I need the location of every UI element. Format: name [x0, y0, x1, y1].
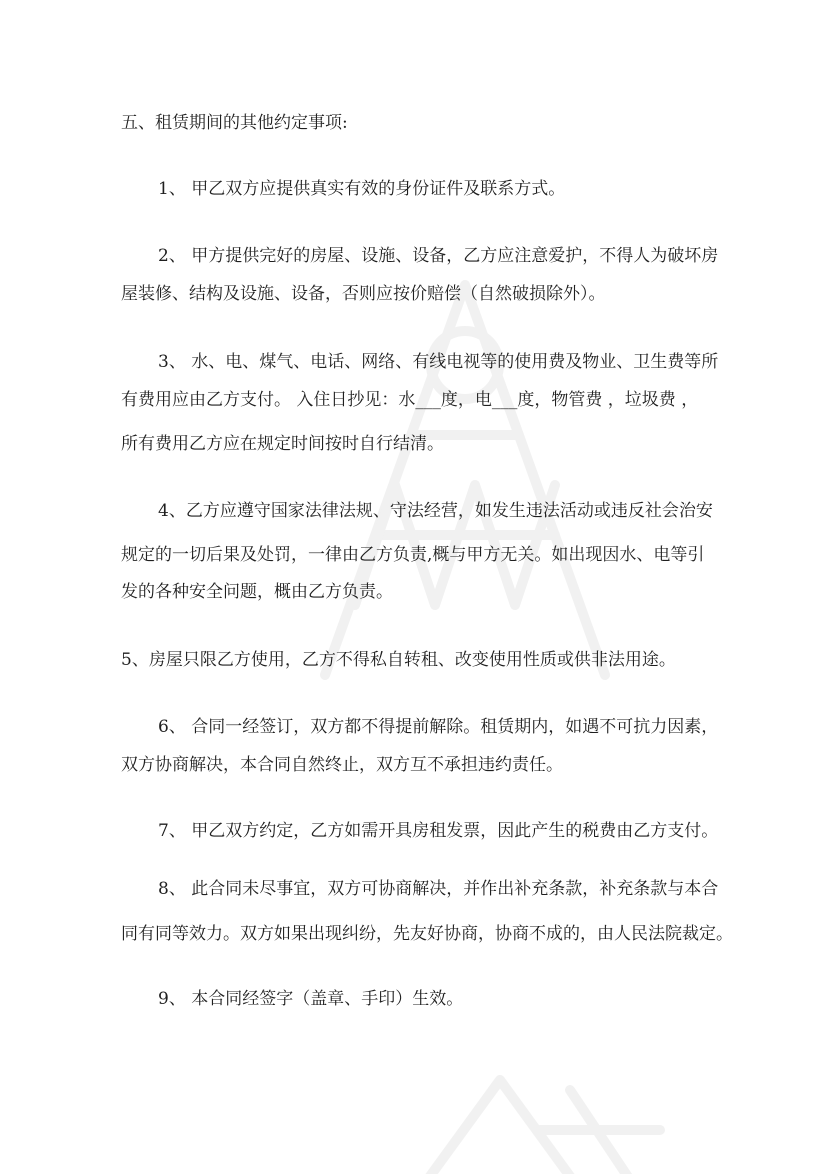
clause-4-line-3: 发的各种安全问题，概由乙方负责。: [121, 582, 393, 602]
clause-2-line-1: 2、 甲方提供完好的房屋、设施、设备，乙方应注意爱护，不得人为破坏房: [158, 246, 719, 266]
clause-9: 9、 本合同经签字（盖章、手印）生效。: [158, 989, 464, 1009]
clause-7: 7、 甲乙双方约定，乙方如需开具房租发票，因此产生的税费由乙方支付。: [158, 821, 719, 841]
clause-6-line-2: 双方协商解决，本合同自然终止，双方互不承担违约责任。: [121, 755, 563, 775]
clause-3-line-2: 有费用应由乙方支付。 入住日抄见：水___度，电___度，物管费 ，垃圾费 ，: [121, 390, 699, 410]
clause-3-line-1: 3、 水、电、煤气、电话、网络、有线电视等的使用费及物业、卫生费等所: [158, 352, 719, 372]
clause-4-line-1: 4、乙方应遵守国家法律法规、守法经营，如发生违法活动或违反社会治安: [158, 501, 713, 521]
clause-6-line-1: 6、 合同一经签订，双方都不得提前解除。租赁期内，如遇不可抗力因素，: [158, 717, 719, 737]
clause-8-line-1: 8、 此合同未尽事宜，双方可协商解决，并作出补充条款，补充条款与本合: [158, 879, 719, 899]
clause-5: 5、房屋只限乙方使用，乙方不得私自转租、改变使用性质或供非法用途。: [121, 650, 676, 670]
clause-8-line-2: 同有同等效力。双方如果出现纠纷，先友好协商，协商不成的，由人民法院裁定。: [121, 924, 733, 944]
clause-3-line-3: 所有费用乙方应在规定时间按时自行结清。: [121, 434, 444, 454]
clause-4-line-2: 规定的一切后果及处罚，一律由乙方负责,概与甲方无关。如出现因水、电等引: [121, 545, 705, 565]
clause-2-line-2: 屋装修、结构及设施、设备，否则应按价赔偿（自然破损除外）。: [121, 284, 606, 304]
section-heading: 五、租赁期间的其他约定事项:: [121, 113, 348, 133]
clause-1: 1、 甲乙双方应提供真实有效的身份证件及联系方式。: [158, 179, 566, 199]
